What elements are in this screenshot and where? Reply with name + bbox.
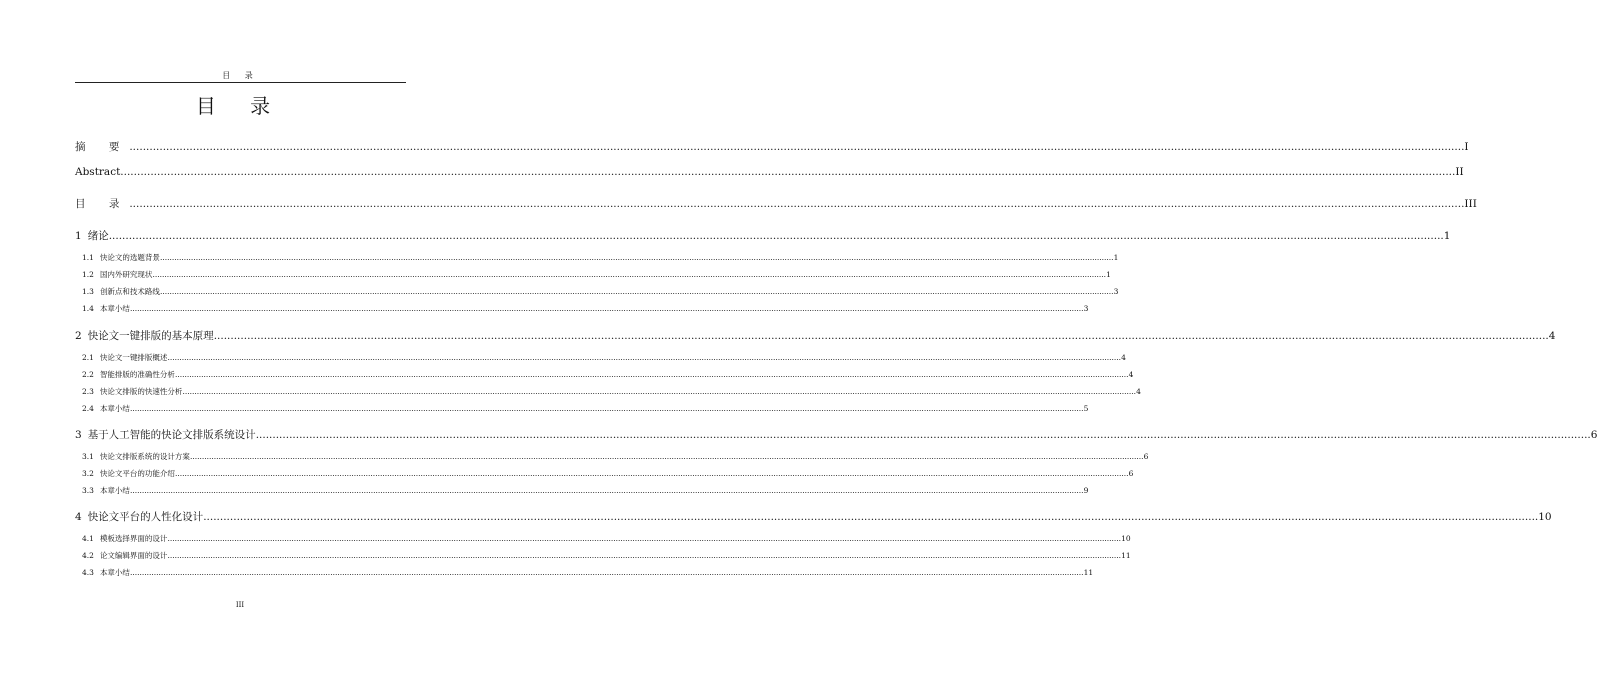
toc-entry-number: 3.2 [82,469,94,478]
page-number: III [235,601,245,609]
toc-entry-page: 1 [1113,253,1119,262]
toc-entry-page: 4 [1128,370,1134,379]
toc-entry-number: 2.2 [82,370,94,379]
toc-dot-leader: ................................................................................................................................................................................................................................................................................................................................................................................................................ [129,198,1465,210]
toc-entry-label: 快论文平台的功能介绍 [99,469,175,478]
toc-dot-leader: ................................................................................................................................................................................................................................................................................................................................................................................................................ [182,387,1137,396]
toc-entry-page: 3 [1083,304,1089,313]
toc-entry-label: 快论文的选题背景 [99,253,160,262]
toc-dot-leader: ................................................................................................................................................................................................................................................................................................................................................................................................................ [159,253,1114,262]
toc-entry-label: 本章小结 [99,404,130,413]
toc-entry-page: 11 [1083,568,1094,577]
toc-section-entry[interactable] [82,403,1089,414]
toc-dot-leader: ................................................................................................................................................................................................................................................................................................................................................................................................................ [174,370,1129,379]
toc-entry-number: 1.2 [82,270,94,279]
toc-chapter-entry[interactable] [75,139,1469,154]
toc-entry-number: 3.3 [82,486,94,495]
toc-entry-page: 1 [1443,230,1451,242]
toc-entry-label: 快论文平台的人性化设计 [87,511,204,523]
toc-entry-page: 6 [1128,469,1134,478]
running-header: 目 录 [222,71,259,80]
toc-entry-label: 快论文一键排版的基本原理 [87,330,214,342]
toc-entry-page: 6 [1590,429,1597,441]
toc-entry-page: 4 [1136,387,1141,396]
toc-section-entry[interactable] [82,269,1111,280]
toc-entry-label: 模板选择界面的设计 [99,534,168,543]
toc-entry-label: 快论文排版系统的设计方案 [99,452,190,461]
toc-entry-label: 智能排版的准确性分析 [99,370,175,379]
toc-entry-number: 1.3 [82,287,94,296]
toc-entry-page: 10 [1121,534,1131,543]
toc-entry-page: 9 [1083,486,1089,495]
toc-entry-page: 1 [1106,270,1111,279]
toc-chapter-entry[interactable] [75,509,1552,524]
toc-entry-label: 快论文排版的快速性分析 [99,387,183,396]
toc-dot-leader: ................................................................................................................................................................................................................................................................................................................................................................................................................ [129,568,1084,577]
toc-entry-page: 6 [1143,452,1149,461]
toc-entry-page: 4 [1548,330,1556,342]
toc-title: 目 录 [195,94,285,118]
toc-entry-page: II [1455,166,1464,178]
toc-section-entry[interactable] [82,567,1094,578]
toc-dot-leader: ................................................................................................................................................................................................................................................................................................................................................................................................................ [152,270,1107,279]
toc-entry-number: 3.1 [82,452,94,461]
toc-entry-number: 4.1 [82,534,94,543]
toc-dot-leader: ................................................................................................................................................................................................................................................................................................................................................................................................................ [108,230,1444,242]
toc-entry-page: 3 [1113,287,1119,296]
toc-entry-label: 本章小结 [99,304,130,313]
toc-dot-leader: ................................................................................................................................................................................................................................................................................................................................................................................................................ [213,330,1549,342]
toc-dot-leader: ................................................................................................................................................................................................................................................................................................................................................................................................................ [129,141,1465,153]
toc-dot-leader: ................................................................................................................................................................................................................................................................................................................................................................................................................ [120,166,1456,178]
toc-entry-page: 4 [1121,353,1126,362]
toc-dot-leader: ................................................................................................................................................................................................................................................................................................................................................................................................................ [167,551,1122,560]
toc-entry-label: 论文编辑界面的设计 [99,551,168,560]
toc-dot-leader: ................................................................................................................................................................................................................................................................................................................................................................................................................ [167,534,1122,543]
toc-entry-label: 本章小结 [99,568,130,577]
toc-dot-leader: ................................................................................................................................................................................................................................................................................................................................................................................................................ [129,304,1084,313]
toc-dot-leader: ................................................................................................................................................................................................................................................................................................................................................................................................................ [255,429,1591,441]
toc-dot-leader: ................................................................................................................................................................................................................................................................................................................................................................................................................ [129,404,1084,413]
toc-section-entry[interactable] [82,369,1134,380]
toc-entry-label: 快论文一键排版概述 [99,353,168,362]
toc-entry-number: 4.2 [82,551,94,560]
toc-chapter-entry[interactable] [75,196,1477,211]
toc-entry-number: 2.4 [82,404,94,413]
toc-entry-page: III [1464,198,1477,210]
toc-entry-label: Abstract [75,166,121,178]
toc-dot-leader: ................................................................................................................................................................................................................................................................................................................................................................................................................ [174,469,1129,478]
toc-section-entry[interactable] [82,252,1119,263]
toc-chapter-entry[interactable] [75,228,1451,243]
toc-section-entry[interactable] [82,468,1134,479]
toc-entry-number: 2 [75,330,82,342]
toc-entry-page: 11 [1121,551,1131,560]
toc-section-entry[interactable] [82,286,1119,297]
toc-entry-label: 国内外研究现状 [99,270,153,279]
toc-entry-number: 4.3 [82,568,94,577]
toc-chapter-entry[interactable] [75,166,1464,178]
toc-dot-leader: ................................................................................................................................................................................................................................................................................................................................................................................................................ [167,353,1122,362]
toc-section-entry[interactable] [82,533,1131,544]
toc-section-entry[interactable] [82,386,1141,397]
toc-entry-number: 4 [75,511,82,523]
header-rule [75,82,406,83]
toc-section-entry[interactable] [82,485,1089,496]
toc-entry-number: 2.3 [82,387,94,396]
toc-entry-label: 本章小结 [99,486,130,495]
toc-section-entry[interactable] [82,451,1149,462]
toc-entry-label: 创新点和技术路线 [99,287,160,296]
toc-section-entry[interactable] [82,550,1131,561]
toc-entry-number: 2.1 [82,353,94,362]
toc-entry-number: 1.4 [82,304,94,313]
toc-entry-page: 5 [1083,404,1089,413]
toc-chapter-entry[interactable] [75,427,1597,442]
toc-entry-label: 绪论 [87,230,109,242]
toc-entry-label: 基于人工智能的快论文排版系统设计 [87,429,256,441]
toc-entry-number: 1.1 [82,253,94,262]
toc-dot-leader: ................................................................................................................................................................................................................................................................................................................................................................................................................ [129,486,1084,495]
toc-entry-number: 1 [75,230,82,242]
toc-dot-leader: ................................................................................................................................................................................................................................................................................................................................................................................................................ [159,287,1114,296]
toc-entry-page: I [1464,141,1469,153]
toc-chapter-entry[interactable] [75,328,1556,343]
toc-entry-label: 目 录 [75,198,130,210]
toc-dot-leader: ................................................................................................................................................................................................................................................................................................................................................................................................................ [203,511,1539,523]
toc-section-entry[interactable] [82,303,1089,314]
toc-section-entry[interactable] [82,352,1126,363]
toc-entry-label: 摘 要 [75,141,130,153]
toc-entry-number: 3 [75,429,82,441]
toc-dot-leader: ................................................................................................................................................................................................................................................................................................................................................................................................................ [189,452,1144,461]
toc-entry-page: 10 [1538,511,1552,523]
